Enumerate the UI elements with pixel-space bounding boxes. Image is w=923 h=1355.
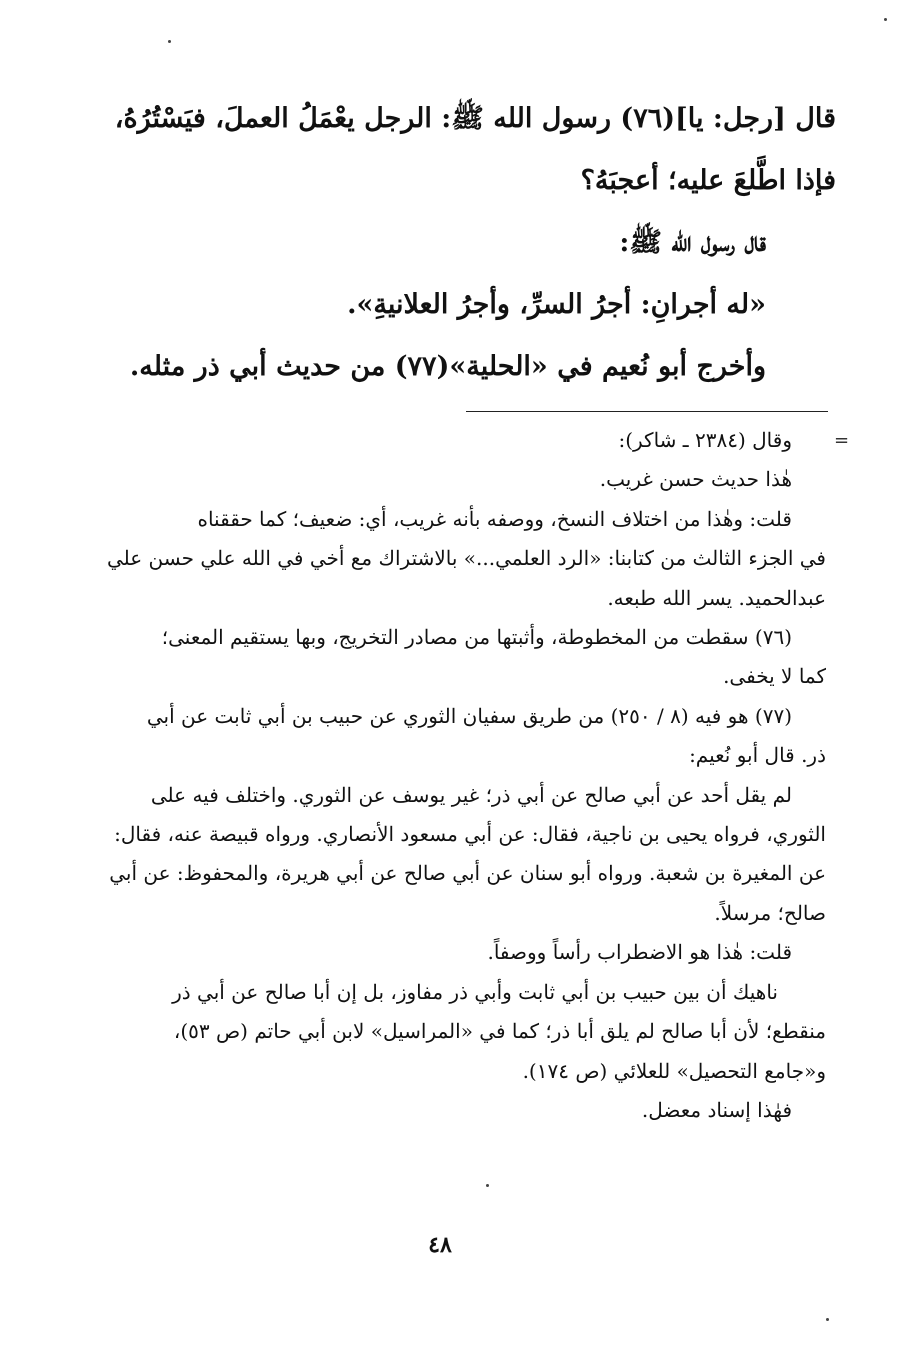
footnote-line: (٧٦) سقطت من المخطوطة، وأثبتها من مصادر التخريج، وبها يستقيم المعنى؛: [161, 625, 792, 650]
footnote-line: كما لا يخفى.: [723, 664, 826, 689]
main-line: وأخرج أبو نُعيم في «الحلية»(٧٧) من حديث أبي ذر مثله.: [129, 351, 766, 382]
main-line: «له أجرانِ: أجرُ السرِّ، وأجرُ العلانيةِ».: [347, 289, 766, 320]
scan-speck: [884, 18, 887, 21]
scan-speck: [168, 40, 171, 43]
footnote-line: صالح؛ مرسلاً.: [714, 900, 826, 925]
footnote-line: هٰذا حديث حسن غريب.: [599, 467, 792, 492]
main-text: [96, 88, 836, 398]
scan-speck: [826, 1318, 829, 1321]
footnote-line: ذر. قال أبو نُعيم:: [689, 743, 826, 768]
main-line: قال رسول الله ﷺ:: [619, 227, 766, 258]
footnote-line: منقطع؛ لأن أبا صالح لم يلق أبا ذر؛ كما في «المراسيل» لابن أبي حاتم (ص ٥٣)،: [173, 1019, 826, 1044]
footnote-line: (٧٧) هو فيه (٨ / ٢٥٠) من طريق سفيان الثوري عن حبيب بن أبي ثابت عن أبي: [146, 703, 792, 728]
scan-speck: [486, 1184, 489, 1187]
footnote-line: الثوري، فرواه يحيى بن ناجية، فقال: عن أبي مسعود الأنصاري. ورواه قبيصة عنه، فقال:: [114, 822, 826, 847]
footnote-line: قلت: وهٰذا من اختلاف النسخ، ووصفه بأنه غريب، أي: ضعيف؛ كما حققناه: [197, 506, 792, 531]
main-line: قال [رجل: يا](٧٦) رسول الله ﷺ: الرجل يعْمَلُ العملَ، فيَسْتُرُهُ،: [114, 103, 836, 134]
footnote-line: وقال (٢٣٨٤ ـ شاكر):: [618, 428, 792, 452]
footnote-line: ناهيك أن بين حبيب بن أبي ثابت وأبي ذر مفاوز، بل إن أبا صالح عن أبي ذر: [172, 979, 778, 1004]
footnote-line: فهٰذا إسناد معضل.: [641, 1097, 792, 1122]
footnote-line: في الجزء الثالث من كتابنا: «الرد العلمي...» بالاشتراك مع أخي في الله علي حسن علي: [106, 546, 826, 571]
footnote-line: عبدالحميد. يسر الله طبعه.: [607, 585, 826, 610]
footnote-line: قلت: هٰذا هو الاضطراب رأساً ووصفاً.: [487, 940, 792, 965]
footnotes: [96, 421, 826, 1130]
continuation-mark: =: [834, 430, 850, 451]
footnote-line: عن المغيرة بن شعبة. ورواه أبو سنان عن أبي صالح عن أبي هريرة، والمحفوظ: عن أبي: [109, 861, 826, 886]
main-line: فإذا اطَّلعَ عليه؛ أعجبَهُ؟: [580, 165, 836, 196]
footnote-line: لم يقل أحد عن أبي صالح عن أبي ذر؛ غير يوسف عن الثوري. واختلف فيه على: [150, 782, 792, 807]
footnote-line: و«جامع التحصيل» للعلائي (ص ١٧٤).: [522, 1058, 826, 1083]
page-number: ٤٨: [428, 1232, 452, 1258]
footnote-separator: [466, 411, 828, 412]
